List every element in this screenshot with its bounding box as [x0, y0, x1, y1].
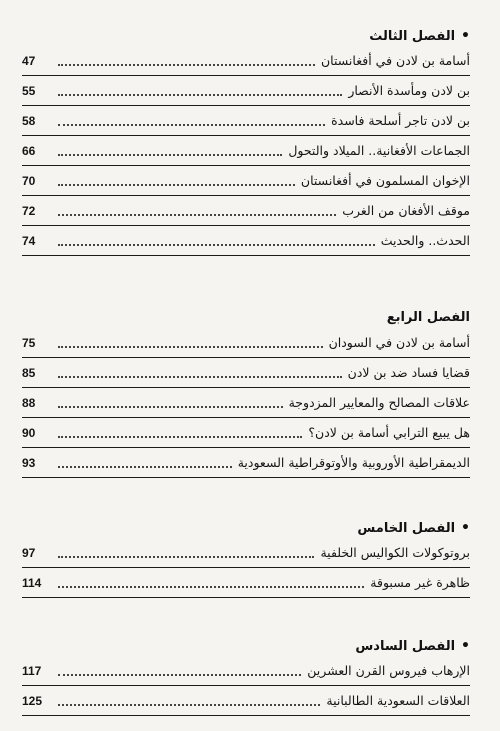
- entry-title: الجماعات الأفغانية.. الميلاد والتحول: [288, 143, 470, 158]
- section-chapter-4: [22, 308, 470, 478]
- entry-title: بن لادن ومأسدة الأنصار: [348, 83, 470, 98]
- page-number: 75: [22, 335, 36, 350]
- dot-leader: [58, 123, 325, 126]
- page-number: 117: [22, 663, 42, 678]
- entry-title: أسامة بن لادن في السودان: [328, 335, 470, 350]
- page-number: 88: [22, 395, 36, 410]
- page-number: 93: [22, 455, 36, 470]
- toc-entry[interactable]: [22, 226, 470, 256]
- toc-entry[interactable]: [22, 686, 470, 716]
- toc-entry[interactable]: [22, 418, 470, 448]
- dot-leader: [58, 213, 336, 216]
- toc-entry[interactable]: [22, 166, 470, 196]
- bullet-icon: •: [461, 520, 470, 536]
- dot-leader: [58, 405, 283, 408]
- section-chapter-6: [22, 636, 470, 716]
- dot-leader: [58, 585, 364, 588]
- entry-title: الإخوان المسلمون في أفغانستان: [300, 173, 470, 188]
- toc-entry[interactable]: [22, 196, 470, 226]
- entry-title: موقف الأفغان من الغرب: [342, 203, 470, 218]
- toc-entry[interactable]: [22, 656, 470, 686]
- dot-leader: [58, 153, 282, 156]
- page-number: 66: [22, 143, 36, 158]
- toc-entry[interactable]: [22, 538, 470, 568]
- page-number: 85: [22, 365, 36, 380]
- toc-entry[interactable]: [22, 448, 470, 478]
- entry-title: هل يبيع الترابي أسامة بن لادن؟: [308, 425, 470, 440]
- dot-leader: [58, 465, 232, 468]
- bullet-icon: •: [461, 638, 470, 654]
- dot-leader: [58, 435, 302, 438]
- toc-entry[interactable]: [22, 328, 470, 358]
- toc-entry[interactable]: [22, 358, 470, 388]
- page-number: 114: [22, 575, 42, 590]
- page-number: 97: [22, 545, 36, 560]
- toc-entry[interactable]: [22, 106, 470, 136]
- entry-title: الديمقراطية الأوروبية والأوتوقراطية السعودية: [237, 455, 470, 470]
- dot-leader: [58, 703, 320, 706]
- page-number: 74: [22, 233, 36, 248]
- entry-title: بروتوكولات الكواليس الخلفية: [320, 545, 470, 560]
- page-number: 58: [22, 113, 36, 128]
- toc-entry[interactable]: [22, 136, 470, 166]
- entry-title: الحدث.. والحديث: [380, 233, 470, 248]
- section-chapter-3: [22, 26, 470, 256]
- entry-title: ظاهرة غير مسبوقة: [370, 575, 470, 590]
- entry-title: علاقات المصالح والمعايير المزدوجة: [288, 395, 470, 410]
- section-heading: [22, 26, 470, 46]
- page-number: 55: [22, 83, 36, 98]
- page-number: 70: [22, 173, 36, 188]
- page-number: 72: [22, 203, 36, 218]
- section-heading: [22, 308, 470, 328]
- heading-text: الفصل الخامس: [357, 521, 456, 536]
- toc-entry[interactable]: [22, 388, 470, 418]
- toc-entry[interactable]: [22, 46, 470, 76]
- section-chapter-5: [22, 518, 470, 598]
- dot-leader: [58, 555, 314, 558]
- page-number: 125: [22, 693, 43, 708]
- entry-title: بن لادن تاجر أسلحة فاسدة: [331, 113, 470, 128]
- entry-title: أسامة بن لادن في أفغانستان: [321, 53, 470, 68]
- entry-title: قضايا فساد ضد بن لادن: [347, 365, 470, 380]
- dot-leader: [58, 63, 315, 66]
- section-heading: [22, 518, 470, 538]
- page-number: 47: [22, 53, 36, 68]
- dot-leader: [58, 183, 295, 186]
- dot-leader: [58, 345, 323, 348]
- bullet-icon: •: [461, 28, 470, 44]
- section-heading: [22, 636, 470, 656]
- heading-text: الفصل الثالث: [369, 29, 456, 44]
- heading-text: الفصل الرابع: [386, 310, 470, 325]
- dot-leader: [58, 93, 342, 96]
- toc-entry[interactable]: [22, 76, 470, 106]
- heading-text: الفصل السادس: [355, 639, 456, 654]
- dot-leader: [58, 673, 301, 676]
- entry-title: الإرهاب فيروس القرن العشرين: [307, 663, 470, 678]
- entry-title: العلاقات السعودية الطالبانية: [326, 693, 470, 708]
- dot-leader: [58, 375, 342, 378]
- dot-leader: [58, 243, 375, 246]
- page-number: 90: [22, 425, 36, 440]
- toc-entry[interactable]: [22, 568, 470, 598]
